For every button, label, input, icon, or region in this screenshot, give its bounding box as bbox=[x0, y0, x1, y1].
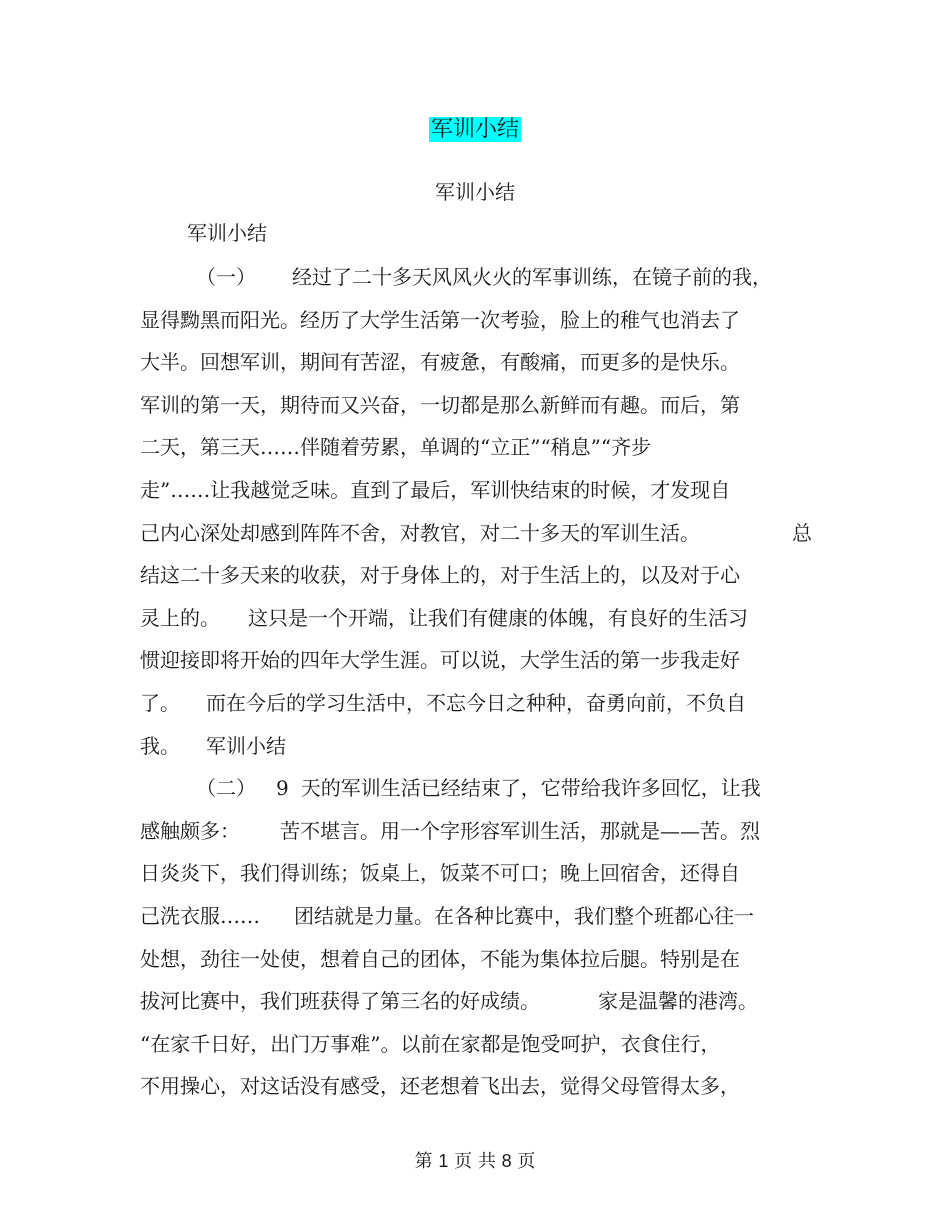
text-segment: 处想，劲往一处使，想着自己的团体，不能为集体拉后腿。特别是在 bbox=[140, 946, 740, 971]
text-line bbox=[140, 901, 800, 944]
text-segment: 己内心深处却感到阵阵不舍，对教官，对二十多天的军训生活。 bbox=[140, 520, 700, 545]
text-segment: 日炎炎下，我们得训练；饭桌上，饭菜不可口；晚上回宿舍，还得自 bbox=[140, 861, 740, 886]
text-segment: 天的军训生活已经结束了，它带给我许多回忆，让我 bbox=[300, 776, 761, 801]
text-line bbox=[140, 731, 800, 774]
footer-page-number: 1 bbox=[438, 1151, 449, 1171]
text-line bbox=[140, 390, 800, 433]
text-segment: 拔河比赛中，我们班获得了第三名的好成绩。 bbox=[140, 989, 540, 1014]
text-segment: 家是温馨的港湾。 bbox=[598, 989, 758, 1014]
text-segment: 了。 bbox=[140, 690, 180, 715]
text-line bbox=[140, 944, 800, 987]
text-segment: 我。 bbox=[140, 733, 180, 758]
text-segment: （一） bbox=[196, 265, 256, 289]
text-line bbox=[140, 305, 800, 348]
text-segment: 苦不堪言。用一个字形容军训生活，那就是——苦。烈 bbox=[280, 818, 760, 843]
text-segment: 团结就是力量。在各种比赛中，我们整个班都心往一 bbox=[294, 903, 754, 928]
footer-mid: 页 共 bbox=[454, 1151, 496, 1172]
text-segment: 惯迎接即将开始的四年大学生涯。可以说，大学生活的第一步我走好 bbox=[140, 648, 740, 673]
body-text bbox=[140, 262, 812, 1114]
text-line bbox=[140, 560, 800, 603]
text-segment: 己洗衣服…… bbox=[140, 903, 260, 928]
footer-prefix: 第 bbox=[414, 1151, 433, 1172]
text-segment: 9 bbox=[276, 776, 289, 801]
text-segment: 而在今后的学习生活中，不忘今日之种种，奋勇向前，不负自 bbox=[206, 690, 746, 715]
document-subtitle: 军训小结 bbox=[435, 180, 515, 204]
text-segment: 军训的第一天，期待而又兴奋，一切都是那么新鲜而有趣。而后，第 bbox=[140, 392, 740, 417]
text-line bbox=[140, 603, 800, 646]
text-line bbox=[140, 816, 800, 859]
text-segment: 显得黝黑而阳光。经历了大学生活第一次考验，脸上的稚气也消去了 bbox=[140, 307, 740, 332]
text-line bbox=[140, 986, 800, 1029]
document-title bbox=[0, 115, 950, 145]
text-line bbox=[140, 347, 800, 390]
text-line bbox=[140, 773, 800, 816]
text-line bbox=[140, 688, 800, 731]
text-segment: 二天，第三天……伴随着劳累，单调的“立正”“稍息”“齐步 bbox=[140, 435, 652, 460]
text-line bbox=[140, 1071, 800, 1114]
text-segment: 大半。回想军训，期间有苦涩，有疲惫，有酸痛，而更多的是快乐。 bbox=[140, 350, 740, 375]
text-line bbox=[140, 858, 800, 901]
document-title-text: 军训小结 bbox=[430, 117, 519, 142]
text-line bbox=[140, 432, 800, 475]
text-segment: 总 bbox=[792, 520, 812, 545]
text-segment: 感触颇多： bbox=[140, 818, 240, 843]
text-line bbox=[140, 518, 812, 561]
section-heading: 军训小结 bbox=[187, 221, 267, 245]
text-segment: 走”……让我越觉乏味。直到了最后，军训快结束的时候，才发现自 bbox=[140, 477, 731, 502]
text-line bbox=[140, 475, 800, 518]
text-segment: “在家千日好，出门万事难”。以前在家都是饱受呵护，衣食住行， bbox=[140, 1031, 721, 1056]
text-line bbox=[140, 262, 800, 305]
text-line bbox=[140, 1029, 800, 1072]
text-segment: 经过了二十多天风风火火的军事训练，在镜子前的我， bbox=[292, 265, 772, 289]
text-segment: 结这二十多天来的收获，对于身体上的，对于生活上的，以及对于心 bbox=[140, 563, 740, 588]
page-footer bbox=[0, 1148, 950, 1175]
text-segment: 不用操心，对这话没有感受，还老想着飞出去，觉得父母管得太多， bbox=[140, 1074, 740, 1099]
text-segment: 军训小结 bbox=[206, 733, 286, 758]
text-segment: 这只是一个开端，让我们有健康的体魄，有良好的生活习 bbox=[248, 605, 748, 630]
text-line bbox=[140, 645, 800, 688]
text-segment: 灵上的。 bbox=[140, 605, 220, 630]
footer-total-pages: 8 bbox=[501, 1151, 512, 1171]
footer-suffix: 页 bbox=[517, 1151, 536, 1172]
text-segment: （二） bbox=[196, 776, 256, 801]
